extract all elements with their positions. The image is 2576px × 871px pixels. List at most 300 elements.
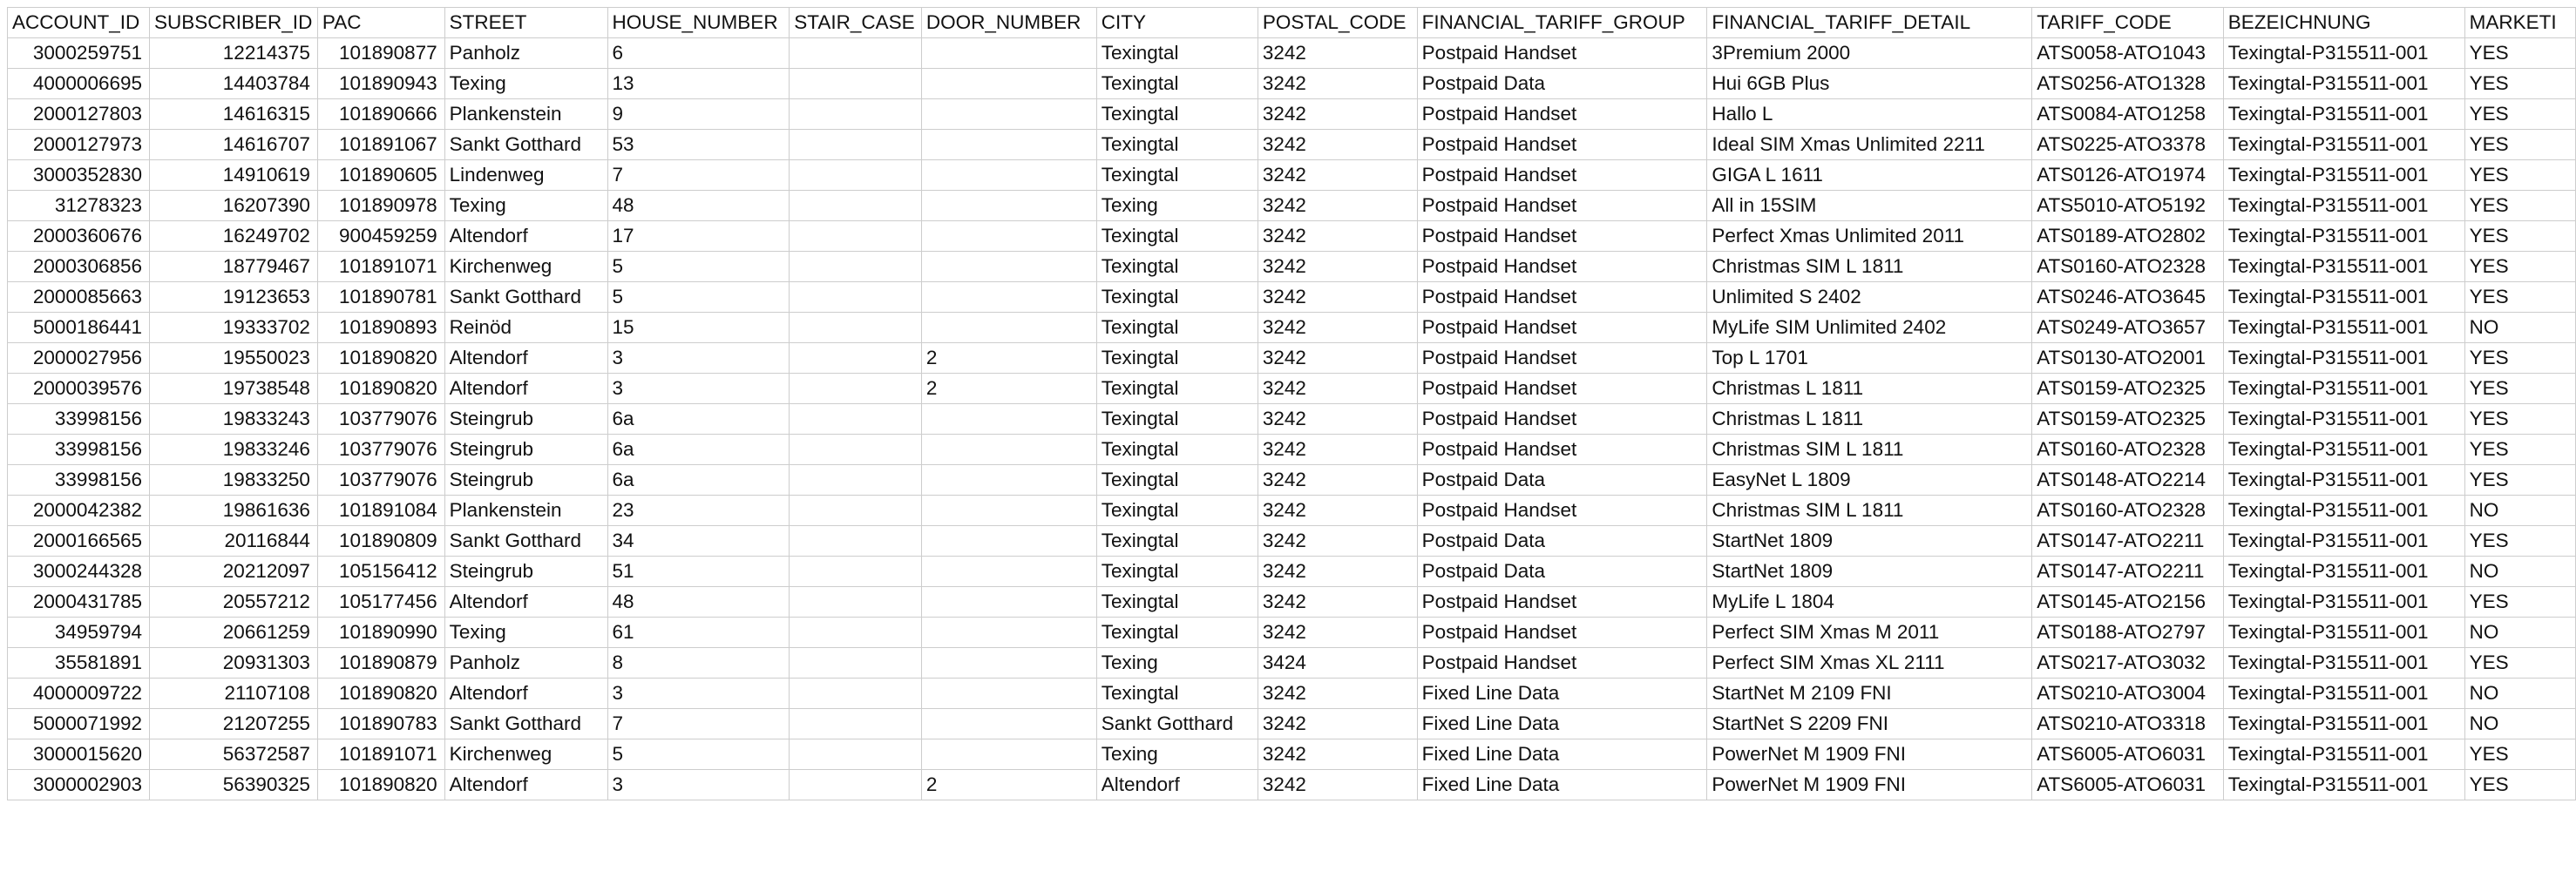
- cell-stair-case[interactable]: [790, 557, 922, 587]
- cell-account-id[interactable]: 3000015620: [8, 739, 150, 770]
- cell-bezeichnung[interactable]: Texingtal-P315511-001: [2223, 99, 2464, 130]
- cell-pac[interactable]: 101890978: [317, 191, 444, 221]
- cell-tariff-code[interactable]: ATS6005-ATO6031: [2032, 770, 2224, 800]
- cell-account-id[interactable]: 2000127973: [8, 130, 150, 160]
- cell-account-id[interactable]: 2000306856: [8, 252, 150, 282]
- cell-account-id[interactable]: 2000431785: [8, 587, 150, 618]
- cell-door-number[interactable]: [921, 587, 1096, 618]
- cell-house-number[interactable]: 9: [607, 99, 790, 130]
- cell-postal-code[interactable]: 3242: [1257, 252, 1417, 282]
- cell-subscriber-id[interactable]: 56372587: [150, 739, 318, 770]
- cell-street[interactable]: Kirchenweg: [444, 739, 607, 770]
- cell-postal-code[interactable]: 3242: [1257, 465, 1417, 496]
- cell-pac[interactable]: 101890820: [317, 679, 444, 709]
- cell-marketing[interactable]: YES: [2464, 99, 2575, 130]
- cell-financial-tariff-group[interactable]: Fixed Line Data: [1417, 770, 1707, 800]
- cell-postal-code[interactable]: 3242: [1257, 526, 1417, 557]
- cell-financial-tariff-group[interactable]: Postpaid Handset: [1417, 374, 1707, 404]
- cell-financial-tariff-detail[interactable]: Perfect SIM Xmas M 2011: [1707, 618, 2032, 648]
- cell-door-number[interactable]: 2: [921, 343, 1096, 374]
- cell-stair-case[interactable]: [790, 282, 922, 313]
- cell-house-number[interactable]: 34: [607, 526, 790, 557]
- cell-city[interactable]: Texingtal: [1096, 404, 1257, 435]
- cell-door-number[interactable]: [921, 99, 1096, 130]
- cell-house-number[interactable]: 53: [607, 130, 790, 160]
- cell-city[interactable]: Texingtal: [1096, 99, 1257, 130]
- cell-bezeichnung[interactable]: Texingtal-P315511-001: [2223, 221, 2464, 252]
- cell-marketing[interactable]: YES: [2464, 160, 2575, 191]
- cell-postal-code[interactable]: 3242: [1257, 343, 1417, 374]
- cell-financial-tariff-detail[interactable]: StartNet 1809: [1707, 526, 2032, 557]
- cell-financial-tariff-group[interactable]: Postpaid Handset: [1417, 38, 1707, 69]
- cell-tariff-code[interactable]: ATS0058-ATO1043: [2032, 38, 2224, 69]
- cell-door-number[interactable]: 2: [921, 770, 1096, 800]
- cell-house-number[interactable]: 5: [607, 252, 790, 282]
- cell-street[interactable]: Altendorf: [444, 374, 607, 404]
- cell-house-number[interactable]: 3: [607, 770, 790, 800]
- cell-financial-tariff-group[interactable]: Postpaid Handset: [1417, 252, 1707, 282]
- cell-subscriber-id[interactable]: 14403784: [150, 69, 318, 99]
- cell-account-id[interactable]: 2000039576: [8, 374, 150, 404]
- cell-financial-tariff-detail[interactable]: Unlimited S 2402: [1707, 282, 2032, 313]
- cell-account-id[interactable]: 31278323: [8, 191, 150, 221]
- cell-bezeichnung[interactable]: Texingtal-P315511-001: [2223, 38, 2464, 69]
- cell-street[interactable]: Steingrub: [444, 435, 607, 465]
- cell-account-id[interactable]: 33998156: [8, 404, 150, 435]
- cell-marketing[interactable]: NO: [2464, 496, 2575, 526]
- cell-city[interactable]: Texingtal: [1096, 465, 1257, 496]
- cell-stair-case[interactable]: [790, 38, 922, 69]
- cell-tariff-code[interactable]: ATS0256-ATO1328: [2032, 69, 2224, 99]
- cell-marketing[interactable]: YES: [2464, 343, 2575, 374]
- cell-subscriber-id[interactable]: 19833246: [150, 435, 318, 465]
- cell-street[interactable]: Texing: [444, 69, 607, 99]
- cell-postal-code[interactable]: 3242: [1257, 770, 1417, 800]
- cell-subscriber-id[interactable]: 20661259: [150, 618, 318, 648]
- cell-street[interactable]: Altendorf: [444, 221, 607, 252]
- cell-door-number[interactable]: [921, 221, 1096, 252]
- cell-house-number[interactable]: 3: [607, 343, 790, 374]
- cell-account-id[interactable]: 2000027956: [8, 343, 150, 374]
- cell-pac[interactable]: 101890781: [317, 282, 444, 313]
- cell-pac[interactable]: 101891071: [317, 739, 444, 770]
- cell-marketing[interactable]: YES: [2464, 252, 2575, 282]
- cell-bezeichnung[interactable]: Texingtal-P315511-001: [2223, 587, 2464, 618]
- cell-stair-case[interactable]: [790, 435, 922, 465]
- cell-pac[interactable]: 101890820: [317, 374, 444, 404]
- cell-pac[interactable]: 101890893: [317, 313, 444, 343]
- cell-stair-case[interactable]: [790, 313, 922, 343]
- cell-door-number[interactable]: [921, 38, 1096, 69]
- cell-postal-code[interactable]: 3242: [1257, 313, 1417, 343]
- cell-city[interactable]: Texing: [1096, 739, 1257, 770]
- cell-postal-code[interactable]: 3242: [1257, 587, 1417, 618]
- cell-bezeichnung[interactable]: Texingtal-P315511-001: [2223, 435, 2464, 465]
- cell-door-number[interactable]: [921, 160, 1096, 191]
- cell-financial-tariff-detail[interactable]: StartNet S 2209 FNI: [1707, 709, 2032, 739]
- cell-pac[interactable]: 900459259: [317, 221, 444, 252]
- cell-bezeichnung[interactable]: Texingtal-P315511-001: [2223, 313, 2464, 343]
- cell-street[interactable]: Lindenweg: [444, 160, 607, 191]
- column-header-door-number[interactable]: DOOR_NUMBER: [921, 8, 1096, 38]
- cell-tariff-code[interactable]: ATS0130-ATO2001: [2032, 343, 2224, 374]
- cell-tariff-code[interactable]: ATS0160-ATO2328: [2032, 435, 2224, 465]
- cell-bezeichnung[interactable]: Texingtal-P315511-001: [2223, 130, 2464, 160]
- cell-subscriber-id[interactable]: 19550023: [150, 343, 318, 374]
- cell-marketing[interactable]: YES: [2464, 587, 2575, 618]
- cell-pac[interactable]: 101890877: [317, 38, 444, 69]
- cell-city[interactable]: Texing: [1096, 191, 1257, 221]
- cell-door-number[interactable]: [921, 130, 1096, 160]
- cell-door-number[interactable]: [921, 739, 1096, 770]
- cell-account-id[interactable]: 4000009722: [8, 679, 150, 709]
- cell-door-number[interactable]: [921, 557, 1096, 587]
- cell-marketing[interactable]: YES: [2464, 69, 2575, 99]
- cell-house-number[interactable]: 7: [607, 709, 790, 739]
- cell-financial-tariff-detail[interactable]: Hallo L: [1707, 99, 2032, 130]
- column-header-bezeichnung[interactable]: BEZEICHNUNG: [2223, 8, 2464, 38]
- cell-financial-tariff-detail[interactable]: GIGA L 1611: [1707, 160, 2032, 191]
- cell-stair-case[interactable]: [790, 679, 922, 709]
- cell-marketing[interactable]: YES: [2464, 739, 2575, 770]
- cell-marketing[interactable]: YES: [2464, 191, 2575, 221]
- cell-stair-case[interactable]: [790, 252, 922, 282]
- cell-stair-case[interactable]: [790, 496, 922, 526]
- cell-financial-tariff-detail[interactable]: Christmas L 1811: [1707, 404, 2032, 435]
- cell-bezeichnung[interactable]: Texingtal-P315511-001: [2223, 739, 2464, 770]
- cell-house-number[interactable]: 15: [607, 313, 790, 343]
- cell-city[interactable]: Texingtal: [1096, 618, 1257, 648]
- cell-tariff-code[interactable]: ATS0147-ATO2211: [2032, 526, 2224, 557]
- cell-financial-tariff-group[interactable]: Postpaid Handset: [1417, 435, 1707, 465]
- cell-account-id[interactable]: 5000186441: [8, 313, 150, 343]
- cell-stair-case[interactable]: [790, 587, 922, 618]
- column-header-street[interactable]: STREET: [444, 8, 607, 38]
- cell-subscriber-id[interactable]: 19123653: [150, 282, 318, 313]
- column-header-subscriber-id[interactable]: SUBSCRIBER_ID: [150, 8, 318, 38]
- cell-door-number[interactable]: [921, 191, 1096, 221]
- cell-subscriber-id[interactable]: 56390325: [150, 770, 318, 800]
- cell-tariff-code[interactable]: ATS0145-ATO2156: [2032, 587, 2224, 618]
- cell-tariff-code[interactable]: ATS0160-ATO2328: [2032, 252, 2224, 282]
- cell-stair-case[interactable]: [790, 130, 922, 160]
- cell-stair-case[interactable]: [790, 526, 922, 557]
- cell-street[interactable]: Steingrub: [444, 404, 607, 435]
- cell-account-id[interactable]: 2000127803: [8, 99, 150, 130]
- cell-pac[interactable]: 103779076: [317, 404, 444, 435]
- cell-house-number[interactable]: 8: [607, 648, 790, 679]
- cell-street[interactable]: Texing: [444, 191, 607, 221]
- cell-street[interactable]: Altendorf: [444, 770, 607, 800]
- cell-city[interactable]: Texingtal: [1096, 496, 1257, 526]
- cell-tariff-code[interactable]: ATS0148-ATO2214: [2032, 465, 2224, 496]
- cell-financial-tariff-group[interactable]: Postpaid Data: [1417, 526, 1707, 557]
- cell-postal-code[interactable]: 3242: [1257, 557, 1417, 587]
- cell-tariff-code[interactable]: ATS0159-ATO2325: [2032, 404, 2224, 435]
- cell-tariff-code[interactable]: ATS0246-ATO3645: [2032, 282, 2224, 313]
- cell-tariff-code[interactable]: ATS0225-ATO3378: [2032, 130, 2224, 160]
- cell-city[interactable]: Texingtal: [1096, 69, 1257, 99]
- cell-pac[interactable]: 101890943: [317, 69, 444, 99]
- cell-account-id[interactable]: 2000360676: [8, 221, 150, 252]
- cell-city[interactable]: Texingtal: [1096, 679, 1257, 709]
- cell-door-number[interactable]: [921, 252, 1096, 282]
- cell-financial-tariff-detail[interactable]: Perfect Xmas Unlimited 2011: [1707, 221, 2032, 252]
- cell-street[interactable]: Steingrub: [444, 465, 607, 496]
- cell-postal-code[interactable]: 3242: [1257, 221, 1417, 252]
- cell-account-id[interactable]: 34959794: [8, 618, 150, 648]
- cell-postal-code[interactable]: 3242: [1257, 282, 1417, 313]
- cell-marketing[interactable]: YES: [2464, 38, 2575, 69]
- cell-street[interactable]: Reinöd: [444, 313, 607, 343]
- cell-tariff-code[interactable]: ATS0160-ATO2328: [2032, 496, 2224, 526]
- cell-marketing[interactable]: YES: [2464, 435, 2575, 465]
- cell-marketing[interactable]: YES: [2464, 404, 2575, 435]
- cell-street[interactable]: Altendorf: [444, 679, 607, 709]
- cell-pac[interactable]: 101890666: [317, 99, 444, 130]
- cell-financial-tariff-group[interactable]: Postpaid Handset: [1417, 404, 1707, 435]
- cell-financial-tariff-group[interactable]: Postpaid Data: [1417, 465, 1707, 496]
- cell-door-number[interactable]: [921, 465, 1096, 496]
- cell-pac[interactable]: 101890605: [317, 160, 444, 191]
- column-header-marketing[interactable]: MARKETI: [2464, 8, 2575, 38]
- cell-street[interactable]: Plankenstein: [444, 496, 607, 526]
- cell-bezeichnung[interactable]: Texingtal-P315511-001: [2223, 496, 2464, 526]
- cell-subscriber-id[interactable]: 20116844: [150, 526, 318, 557]
- cell-tariff-code[interactable]: ATS0147-ATO2211: [2032, 557, 2224, 587]
- cell-street[interactable]: Altendorf: [444, 343, 607, 374]
- cell-house-number[interactable]: 7: [607, 160, 790, 191]
- cell-city[interactable]: Altendorf: [1096, 770, 1257, 800]
- cell-financial-tariff-detail[interactable]: Christmas SIM L 1811: [1707, 496, 2032, 526]
- cell-tariff-code[interactable]: ATS6005-ATO6031: [2032, 739, 2224, 770]
- column-header-tariff-code[interactable]: TARIFF_CODE: [2032, 8, 2224, 38]
- cell-street[interactable]: Panholz: [444, 648, 607, 679]
- cell-financial-tariff-group[interactable]: Fixed Line Data: [1417, 709, 1707, 739]
- cell-account-id[interactable]: 2000166565: [8, 526, 150, 557]
- column-header-account-id[interactable]: ACCOUNT_ID: [8, 8, 150, 38]
- cell-postal-code[interactable]: 3242: [1257, 160, 1417, 191]
- cell-postal-code[interactable]: 3242: [1257, 38, 1417, 69]
- cell-postal-code[interactable]: 3242: [1257, 69, 1417, 99]
- cell-tariff-code[interactable]: ATS0217-ATO3032: [2032, 648, 2224, 679]
- cell-bezeichnung[interactable]: Texingtal-P315511-001: [2223, 679, 2464, 709]
- cell-financial-tariff-detail[interactable]: Ideal SIM Xmas Unlimited 2211: [1707, 130, 2032, 160]
- cell-financial-tariff-group[interactable]: Postpaid Handset: [1417, 496, 1707, 526]
- cell-postal-code[interactable]: 3242: [1257, 99, 1417, 130]
- cell-stair-case[interactable]: [790, 343, 922, 374]
- cell-subscriber-id[interactable]: 20931303: [150, 648, 318, 679]
- column-header-financial-tariff-group[interactable]: FINANCIAL_TARIFF_GROUP: [1417, 8, 1707, 38]
- cell-door-number[interactable]: [921, 404, 1096, 435]
- cell-house-number[interactable]: 17: [607, 221, 790, 252]
- cell-account-id[interactable]: 3000352830: [8, 160, 150, 191]
- cell-stair-case[interactable]: [790, 99, 922, 130]
- cell-tariff-code[interactable]: ATS0159-ATO2325: [2032, 374, 2224, 404]
- cell-financial-tariff-detail[interactable]: MyLife SIM Unlimited 2402: [1707, 313, 2032, 343]
- cell-financial-tariff-group[interactable]: Postpaid Handset: [1417, 587, 1707, 618]
- cell-postal-code[interactable]: 3242: [1257, 374, 1417, 404]
- cell-door-number[interactable]: [921, 496, 1096, 526]
- cell-financial-tariff-group[interactable]: Postpaid Handset: [1417, 191, 1707, 221]
- cell-stair-case[interactable]: [790, 618, 922, 648]
- cell-marketing[interactable]: NO: [2464, 709, 2575, 739]
- cell-street[interactable]: Steingrub: [444, 557, 607, 587]
- cell-stair-case[interactable]: [790, 374, 922, 404]
- cell-tariff-code[interactable]: ATS0210-ATO3318: [2032, 709, 2224, 739]
- cell-financial-tariff-group[interactable]: Postpaid Handset: [1417, 648, 1707, 679]
- cell-pac[interactable]: 101891067: [317, 130, 444, 160]
- cell-pac[interactable]: 101890820: [317, 343, 444, 374]
- cell-financial-tariff-group[interactable]: Postpaid Handset: [1417, 618, 1707, 648]
- column-header-financial-tariff-detail[interactable]: FINANCIAL_TARIFF_DETAIL: [1707, 8, 2032, 38]
- cell-city[interactable]: Texingtal: [1096, 587, 1257, 618]
- cell-house-number[interactable]: 13: [607, 69, 790, 99]
- cell-stair-case[interactable]: [790, 648, 922, 679]
- cell-financial-tariff-group[interactable]: Postpaid Handset: [1417, 160, 1707, 191]
- cell-street[interactable]: Kirchenweg: [444, 252, 607, 282]
- cell-account-id[interactable]: 2000042382: [8, 496, 150, 526]
- cell-house-number[interactable]: 5: [607, 282, 790, 313]
- cell-tariff-code[interactable]: ATS0189-ATO2802: [2032, 221, 2224, 252]
- cell-stair-case[interactable]: [790, 404, 922, 435]
- cell-pac[interactable]: 101890879: [317, 648, 444, 679]
- cell-pac[interactable]: 101890990: [317, 618, 444, 648]
- cell-city[interactable]: Texingtal: [1096, 343, 1257, 374]
- cell-financial-tariff-detail[interactable]: Perfect SIM Xmas XL 2111: [1707, 648, 2032, 679]
- cell-bezeichnung[interactable]: Texingtal-P315511-001: [2223, 160, 2464, 191]
- cell-subscriber-id[interactable]: 20212097: [150, 557, 318, 587]
- cell-tariff-code[interactable]: ATS5010-ATO5192: [2032, 191, 2224, 221]
- cell-subscriber-id[interactable]: 19738548: [150, 374, 318, 404]
- cell-subscriber-id[interactable]: 16207390: [150, 191, 318, 221]
- cell-postal-code[interactable]: 3242: [1257, 709, 1417, 739]
- cell-city[interactable]: Texingtal: [1096, 557, 1257, 587]
- cell-financial-tariff-detail[interactable]: 3Premium 2000: [1707, 38, 2032, 69]
- cell-account-id[interactable]: 3000259751: [8, 38, 150, 69]
- cell-pac[interactable]: 101890783: [317, 709, 444, 739]
- cell-pac[interactable]: 101890820: [317, 770, 444, 800]
- cell-bezeichnung[interactable]: Texingtal-P315511-001: [2223, 709, 2464, 739]
- cell-subscriber-id[interactable]: 16249702: [150, 221, 318, 252]
- cell-tariff-code[interactable]: ATS0126-ATO1974: [2032, 160, 2224, 191]
- cell-bezeichnung[interactable]: Texingtal-P315511-001: [2223, 618, 2464, 648]
- cell-city[interactable]: Texing: [1096, 648, 1257, 679]
- cell-account-id[interactable]: 4000006695: [8, 69, 150, 99]
- cell-house-number[interactable]: 51: [607, 557, 790, 587]
- cell-door-number[interactable]: [921, 69, 1096, 99]
- cell-door-number[interactable]: [921, 618, 1096, 648]
- cell-door-number[interactable]: [921, 709, 1096, 739]
- cell-bezeichnung[interactable]: Texingtal-P315511-001: [2223, 465, 2464, 496]
- cell-bezeichnung[interactable]: Texingtal-P315511-001: [2223, 404, 2464, 435]
- cell-stair-case[interactable]: [790, 69, 922, 99]
- cell-financial-tariff-group[interactable]: Postpaid Handset: [1417, 313, 1707, 343]
- cell-marketing[interactable]: NO: [2464, 618, 2575, 648]
- cell-bezeichnung[interactable]: Texingtal-P315511-001: [2223, 282, 2464, 313]
- column-header-postal-code[interactable]: POSTAL_CODE: [1257, 8, 1417, 38]
- cell-financial-tariff-detail[interactable]: Top L 1701: [1707, 343, 2032, 374]
- cell-bezeichnung[interactable]: Texingtal-P315511-001: [2223, 191, 2464, 221]
- cell-house-number[interactable]: 48: [607, 587, 790, 618]
- cell-bezeichnung[interactable]: Texingtal-P315511-001: [2223, 648, 2464, 679]
- cell-financial-tariff-detail[interactable]: StartNet 1809: [1707, 557, 2032, 587]
- cell-stair-case[interactable]: [790, 160, 922, 191]
- cell-financial-tariff-group[interactable]: Postpaid Handset: [1417, 282, 1707, 313]
- cell-marketing[interactable]: NO: [2464, 313, 2575, 343]
- cell-postal-code[interactable]: 3242: [1257, 618, 1417, 648]
- cell-tariff-code[interactable]: ATS0188-ATO2797: [2032, 618, 2224, 648]
- cell-postal-code[interactable]: 3242: [1257, 130, 1417, 160]
- cell-subscriber-id[interactable]: 12214375: [150, 38, 318, 69]
- cell-pac[interactable]: 103779076: [317, 435, 444, 465]
- column-header-house-number[interactable]: HOUSE_NUMBER: [607, 8, 790, 38]
- cell-marketing[interactable]: YES: [2464, 770, 2575, 800]
- cell-account-id[interactable]: 3000002903: [8, 770, 150, 800]
- cell-financial-tariff-group[interactable]: Fixed Line Data: [1417, 739, 1707, 770]
- cell-postal-code[interactable]: 3242: [1257, 496, 1417, 526]
- cell-subscriber-id[interactable]: 21107108: [150, 679, 318, 709]
- cell-financial-tariff-detail[interactable]: PowerNet M 1909 FNI: [1707, 770, 2032, 800]
- cell-financial-tariff-detail[interactable]: Christmas L 1811: [1707, 374, 2032, 404]
- cell-street[interactable]: Sankt Gotthard: [444, 709, 607, 739]
- cell-postal-code[interactable]: 3242: [1257, 739, 1417, 770]
- cell-door-number[interactable]: [921, 282, 1096, 313]
- cell-door-number[interactable]: 2: [921, 374, 1096, 404]
- cell-financial-tariff-group[interactable]: Postpaid Handset: [1417, 130, 1707, 160]
- cell-pac[interactable]: 101891084: [317, 496, 444, 526]
- cell-subscriber-id[interactable]: 20557212: [150, 587, 318, 618]
- cell-city[interactable]: Texingtal: [1096, 374, 1257, 404]
- cell-stair-case[interactable]: [790, 221, 922, 252]
- cell-financial-tariff-detail[interactable]: StartNet M 2109 FNI: [1707, 679, 2032, 709]
- cell-marketing[interactable]: YES: [2464, 648, 2575, 679]
- cell-door-number[interactable]: [921, 526, 1096, 557]
- cell-house-number[interactable]: 23: [607, 496, 790, 526]
- cell-house-number[interactable]: 5: [607, 739, 790, 770]
- cell-tariff-code[interactable]: ATS0084-ATO1258: [2032, 99, 2224, 130]
- cell-pac[interactable]: 101890809: [317, 526, 444, 557]
- cell-subscriber-id[interactable]: 21207255: [150, 709, 318, 739]
- cell-door-number[interactable]: [921, 435, 1096, 465]
- cell-house-number[interactable]: 6: [607, 38, 790, 69]
- cell-marketing[interactable]: YES: [2464, 282, 2575, 313]
- cell-house-number[interactable]: 61: [607, 618, 790, 648]
- cell-financial-tariff-detail[interactable]: Christmas SIM L 1811: [1707, 252, 2032, 282]
- cell-marketing[interactable]: YES: [2464, 465, 2575, 496]
- cell-subscriber-id[interactable]: 14616315: [150, 99, 318, 130]
- cell-pac[interactable]: 101891071: [317, 252, 444, 282]
- cell-street[interactable]: Sankt Gotthard: [444, 130, 607, 160]
- cell-bezeichnung[interactable]: Texingtal-P315511-001: [2223, 343, 2464, 374]
- cell-city[interactable]: Texingtal: [1096, 282, 1257, 313]
- cell-street[interactable]: Altendorf: [444, 587, 607, 618]
- cell-door-number[interactable]: [921, 313, 1096, 343]
- cell-marketing[interactable]: NO: [2464, 679, 2575, 709]
- cell-city[interactable]: Sankt Gotthard: [1096, 709, 1257, 739]
- cell-city[interactable]: Texingtal: [1096, 160, 1257, 191]
- cell-house-number[interactable]: 6a: [607, 435, 790, 465]
- cell-tariff-code[interactable]: ATS0210-ATO3004: [2032, 679, 2224, 709]
- cell-marketing[interactable]: YES: [2464, 374, 2575, 404]
- cell-subscriber-id[interactable]: 19861636: [150, 496, 318, 526]
- cell-financial-tariff-group[interactable]: Fixed Line Data: [1417, 679, 1707, 709]
- cell-street[interactable]: Sankt Gotthard: [444, 282, 607, 313]
- cell-postal-code[interactable]: 3242: [1257, 679, 1417, 709]
- cell-city[interactable]: Texingtal: [1096, 38, 1257, 69]
- column-header-city[interactable]: CITY: [1096, 8, 1257, 38]
- cell-account-id[interactable]: 33998156: [8, 465, 150, 496]
